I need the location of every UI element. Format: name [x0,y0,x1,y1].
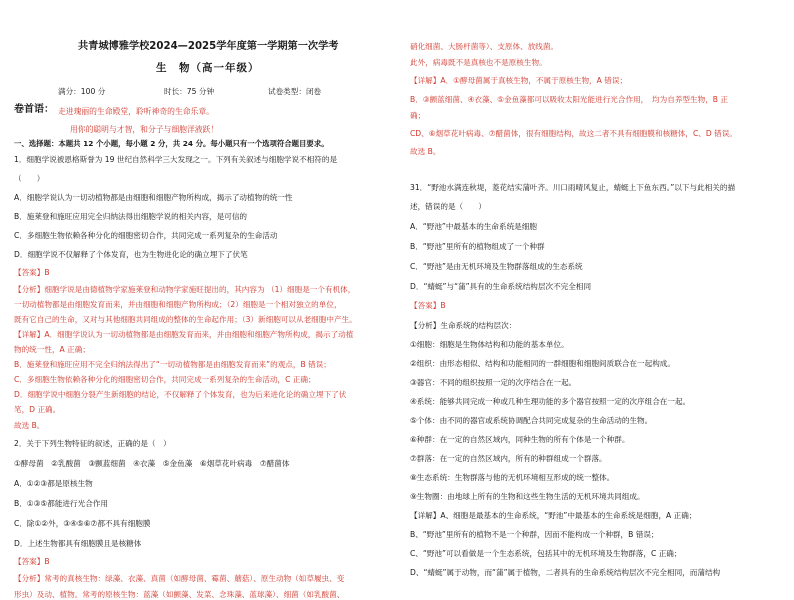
left-column-line: C．除①②外，③④⑤⑥⑦都不具有细胞膜 [14,519,151,528]
left-column-line: A．细胞学说认为一切动植物都是由细胞和细胞产物所构成，揭示了动植物的统一性 [14,193,293,202]
right-column-line: D．“蜻蜓”与“蒲”具有的生命系统结构层次不完全相同 [410,282,592,291]
right-column [410,0,780,577]
left-column-line: 【答案】B [14,557,50,566]
right-column-line: ⑦群落：在一定的自然区域内，所有的种群组成一个群落。 [410,454,607,463]
right-column-line: B、“野池”里所有的植物不是一个种群，因而不能构成一个种群，B 错误； [410,530,659,539]
score-info: 满分：100 分 [58,87,106,96]
right-column-line: C．“野池”是由无机环境及生物群落组成的生态系统 [410,262,583,271]
left-column-line: 故选 B。 [14,421,45,430]
left-column-line: ①酵母菌 ②乳酸菌 ③颤蓝细菌 ④衣藻 ⑤金鱼藻 ⑥烟草花叶病毒 ⑦醋菌体 [14,459,290,468]
left-column-line: 1．细胞学说被恩格斯誉为 19 世纪自然科学三大发现之一。下列有关叙述与细胞学说不相符的是 [14,155,338,164]
left-column-line: D．细胞学说中细胞分裂产生新细胞的结论，不仅解释了个体发育，也为后来进化论的确立埋下了伏 [14,390,347,399]
right-column-line: 故选 B。 [410,147,441,156]
left-column-line: D．上述生物都具有细胞膜且是核糖体 [14,539,142,548]
motto-label: 卷首语： [14,104,54,115]
right-column-line: ①细胞：细胞是生物体结构和功能的基本单位。 [410,340,569,349]
right-column-line: B．③颤蓝细菌、④衣藻、⑤金鱼藻都可以吸收太阳光能进行光合作用， 均为自养型生物，B 正 [410,95,729,104]
exam-subtitle: 生 物（高一年级） [156,62,260,74]
right-column-line: D、“蜻蜓”属于动物，而“蒲”属于植物，二者具有的生命系统结构层次不完全相同，而蒲结构 [410,568,721,577]
right-column-line: 确； [410,111,426,120]
left-column-line: C．多细胞生物依赖各种分化的细胞密切合作，共同完成一系列复杂的生命活动 [14,231,278,240]
motto-line-2: 用你的聪明与才智，和分子与细胞洋液跃！ [70,125,219,134]
right-column-line: C、“野池”可以看做是一个生态系统，包括其中的无机环境及生物群落，C 正确； [410,549,682,558]
right-column-line: ⑥种群：在一定的自然区域内，同种生物的所有个体是一个种群。 [410,435,630,444]
left-column-line: 【分析】细胞学说是由德植物学家施莱登和动物学家施旺提出的，其内容为 （1）细胞是一个有机体， [14,285,356,294]
left-column-line: 2．关于下列生物特征的叙述，正确的是（ ） [14,439,171,448]
right-column-line: 此外，病毒既不是真核也不是原核生物。 [410,58,547,67]
left-column-line: 一切动植物都是由细胞发育而来，并由细胞和细胞产物所构成；（2）细胞是一个相对独立的单位， [14,300,342,309]
motto-line-1: 走进瑰丽的生命殿堂，聆听神奇的生命乐章。 [58,107,214,116]
right-column-line: 31．“野池水满连秋堤，菱花结实蒲叶齐。川口雨晴风复止，蜻蜓上下鱼东西。”以下与此相关的描 [410,183,736,192]
left-column-line: D．细胞学说不仅解释了个体发育，也为生物进化论的确立埋下了伏笔 [14,250,248,259]
right-column-line: B．“野池”里所有的植物组成了一个种群 [410,242,545,251]
left-column-line: 物的统一性，A 正确； [14,345,90,354]
section-heading: 一、选择题：本题共 12 个小题，每小题 2 分，共 24 分。每小题只有一个选项符合题目要求。 [14,139,329,148]
duration-info: 时长：75 分钟 [164,87,215,96]
left-column-line: 既有它自己的生命，又对与其他细胞共同组成的整体的生命起作用；（3）新细胞可以从老细胞中产生。 [14,315,357,324]
left-column [14,0,384,599]
left-column-line: B．①③⑤都能进行光合作用 [14,499,108,508]
left-column-line: B．施莱登和施旺应用完全归纳法得出细胞学说的相关内容，是可信的 [14,212,248,221]
right-column-line: 【答案】B [410,301,446,310]
right-column-line: ④系统：能够共同完成一种或几种生理功能的多个器官按照一定的次序组合在一起。 [410,397,691,406]
right-column-line: 【详解】A．①酵母菌属于真核生物，不属于原核生物，A 错误； [410,76,628,85]
right-column-line: ⑤个体：由不同的器官或系统协调配合共同完成复杂的生命活动的生物。 [410,416,653,425]
right-column-line: 硝化细菌、大肠杆菌等）、支原体、放线菌。 [410,42,559,51]
left-column-line: 笔，D 正确。 [14,405,61,414]
left-column-line: C．多细胞生物依赖各种分化的细胞密切合作，共同完成一系列复杂的生命活动，C 正确； [14,375,316,384]
left-column-line: 【分析】常考的真核生物：绿藻、衣藻、真菌（如酵母菌、霉菌、蘑菇）、原生动物（如草履虫、变 [14,574,345,583]
right-column-line: ②组织：由形态相似、结构和功能相同的一群细胞和细胞间质联合在一起构成。 [410,359,675,368]
right-column-line: 述，错误的是（ ） [410,202,486,211]
left-column-line: 【详解】A．细胞学说认为一切动植物都是由细胞发育而来，并由细胞和细胞产物所构成，揭示了动植 [14,330,354,339]
right-column-line: CD、⑥烟草花叶病毒、⑦醋菌体，很有细胞结构，故这二者不具有细胞膜和核糖体，C、D 错误。 [410,129,737,138]
left-column-line: 形虫）及动、植物。常考的原核生物：蓝藻（如颤藻、发菜、念珠藻、蓝球藻）、细菌（如乳酸菌、 [14,590,345,599]
left-column-line: B．施莱登和施旺应用不完全归纳法得出了“一切动植物都是由细胞发育而来”的观点，B 错误； [14,360,331,369]
left-column-line: 【答案】B [14,268,50,277]
exam-type-info: 试卷类型：闭卷 [268,87,322,96]
right-column-line: 【详解】A、细胞是最基本的生命系统，“野池”中最基本的生命系统是细胞，A 正确； [410,511,697,520]
left-column-line: A．①②③都是原核生物 [14,479,93,488]
right-column-line: ⑨生物圈：由地球上所有的生物和这些生物生活的无机环境共同组成。 [410,492,645,501]
exam-title: 共青城博雅学校2024—2025学年度第一学期第一次学考 [78,41,339,52]
right-column-line: ③器官：不同的组织按照一定的次序结合在一起。 [410,378,577,387]
left-column-line: （ ） [14,174,45,183]
right-column-line: ⑧生态系统：生物群落与他的无机环境相互形成的统一整体。 [410,473,615,482]
right-column-line: A．“野池”中最基本的生命系统是细胞 [410,222,537,231]
right-column-line: 【分析】生命系统的结构层次： [410,321,517,330]
